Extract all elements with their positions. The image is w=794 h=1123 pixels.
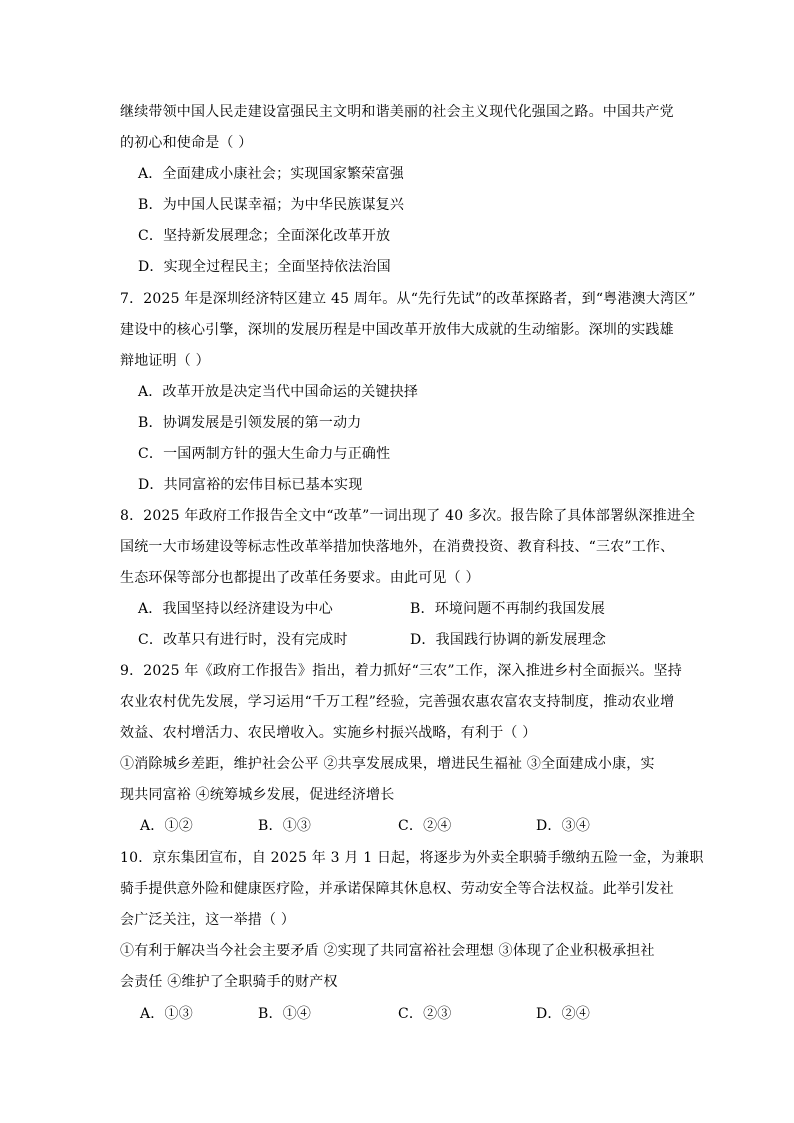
q8-option-c: C．改革只有进行时，没有完成时: [138, 632, 348, 648]
q7-option-b: B．协调发展是引领发展的第一动力: [138, 415, 362, 431]
q9-stem-line1: 9．2025 年《政府工作报告》指出，着力抓好“三农”工作，深入推进乡村全面振兴。坚持: [120, 663, 682, 679]
q9-option-b: B．①③: [258, 818, 312, 834]
q8-option-d: D．我国践行协调的新发展理念: [410, 632, 607, 648]
q8-stem-line2: 国统一大市场建设等标志性改革举措加快落地外，在消费投资、教育科技、“三农”工作、: [120, 539, 675, 555]
q7-option-c: C．一国两制方针的强大生命力与正确性: [138, 446, 391, 462]
q9-items-line1: ①消除城乡差距，维护社会公平 ②共享发展成果，增进民生福祉 ③全面建成小康，实: [120, 756, 655, 772]
q10-option-d: D．②④: [536, 1006, 591, 1022]
q8-option-b: B．环境问题不再制约我国发展: [410, 601, 606, 617]
q7-stem-line2: 建设中的核心引擎，深圳的发展历程是中国改革开放伟大成就的生动缩影。深圳的实践雄: [120, 322, 674, 338]
q7-stem-line3: 辩地证明（ ）: [120, 353, 210, 369]
q6-option-d: D．实现全过程民主；全面坚持依法治国: [138, 259, 391, 275]
q8-stem-line1: 8．2025 年政府工作报告全文中“改革”一词出现了 40 多次。报告除了具体部署纵深推进全: [120, 508, 696, 524]
q9-option-d: D．③④: [536, 818, 591, 834]
q10-option-c: C．②③: [398, 1006, 452, 1022]
q9-option-a: A．①②: [140, 818, 193, 834]
q6-option-c: C．坚持新发展理念；全面深化改革开放: [138, 228, 391, 244]
q6-option-b: B．为中国人民谋幸福；为中华民族谋复兴: [138, 197, 405, 213]
q7-option-d: D．共同富裕的宏伟目标已基本实现: [138, 477, 363, 493]
q10-items-line2: 会责任 ④维护了全职骑手的财产权: [120, 974, 338, 990]
q10-stem-line2: 骑手提供意外险和健康医疗险，并承诺保障其休息权、劳动安全等合法权益。此举引发社: [120, 881, 674, 897]
q7-stem-line1: 7．2025 年是深圳经济特区建立 45 周年。从“先行先试”的改革探路者，到“粤港澳大湾区”: [120, 291, 696, 307]
q9-items-line2: 现共同富裕 ④统筹城乡发展，促进经济增长: [120, 787, 395, 803]
q8-stem-line3: 生态环保等部分也都提出了改革任务要求。由此可见（ ）: [120, 570, 480, 586]
q10-stem-line3: 会广泛关注，这一举措（ ）: [120, 912, 296, 928]
q9-stem-line3: 效益、农村增活力、农民增收入。实施乡村振兴战略，有利于（ ）: [120, 725, 537, 741]
q6-stem-line2: 的初心和使命是（ ）: [120, 135, 253, 151]
q6-stem-line1: 继续带领中国人民走建设富强民主文明和谐美丽的社会主义现代化强国之路。中国共产党: [120, 104, 674, 120]
q10-option-b: B．①④: [258, 1006, 312, 1022]
q9-option-c: C．②④: [398, 818, 452, 834]
q10-stem-line1: 10．京东集团宣布，自 2025 年 3 月 1 日起，将逐步为外卖全职骑手缴纳五险一金，为兼职: [120, 850, 704, 866]
q6-option-a: A．全面建成小康社会；实现国家繁荣富强: [138, 166, 404, 182]
q10-option-a: A．①③: [140, 1006, 193, 1022]
q8-option-a: A．我国坚持以经济建设为中心: [138, 601, 333, 617]
q10-items-line1: ①有利于解决当今社会主要矛盾 ②实现了共同富裕社会理想 ③体现了企业积极承担社: [120, 943, 655, 959]
q7-option-a: A．改革开放是决定当代中国命运的关键抉择: [138, 384, 419, 400]
q9-stem-line2: 农业农村优先发展，学习运用“千万工程”经验，完善强农惠农富农支持制度，推动农业增: [120, 694, 675, 710]
